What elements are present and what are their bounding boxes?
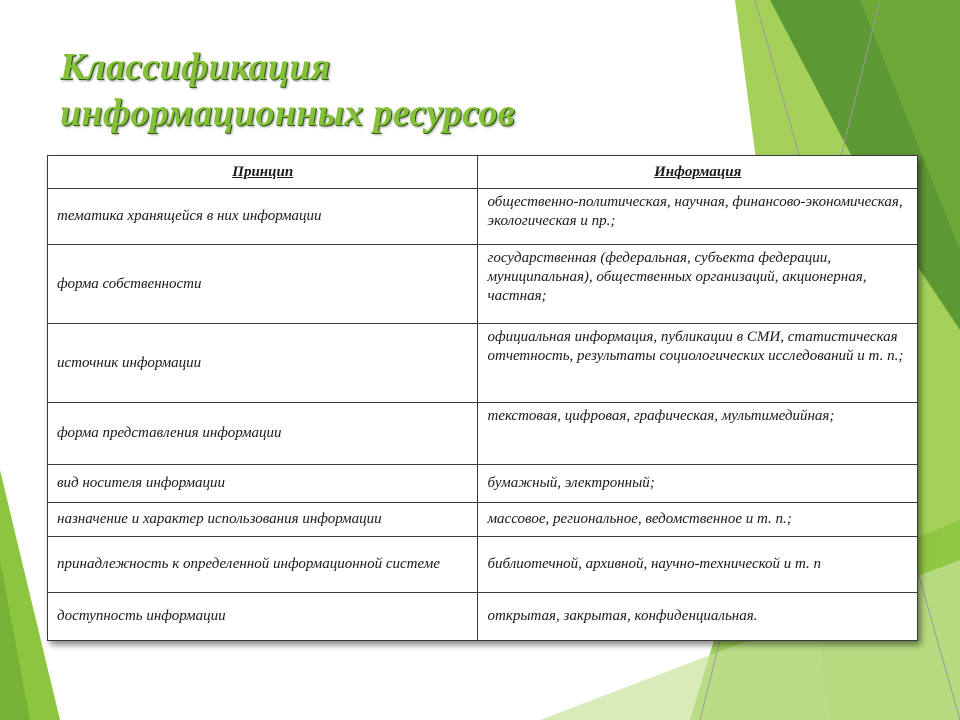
cell-info: открытая, закрытая, конфиденциальная. [478, 593, 918, 641]
table-row [48, 537, 918, 593]
cell-info: общественно-политическая, научная, финансово-экономическая, экологическая и пр.; [478, 189, 918, 245]
table-row [48, 403, 918, 465]
cell-info: массовое, региональное, ведомственное и т. п.; [478, 503, 918, 537]
cell-info: бумажный, электронный; [478, 465, 918, 503]
cell-info: библиотечной, архивной, научно-технической и т. п [478, 537, 918, 593]
cell-info: текстовая, цифровая, графическая, мультимедийная; [478, 403, 918, 465]
table-row [48, 593, 918, 641]
cell-principle: форма представления информации [48, 403, 478, 465]
cell-info: государственная (федеральная, субъекта федерации, муниципальная), общественных организаций, акционерная, частная; [478, 245, 918, 324]
cell-principle: доступность информации [48, 593, 478, 641]
title-line-2: информационных ресурсов [60, 92, 516, 134]
title-line-1: Классификация [60, 46, 331, 88]
cell-info: официальная информация, публикации в СМИ, статистическая отчетность, результаты социологических исследований и т. п.; [478, 324, 918, 403]
header-principle: Принцип [48, 156, 478, 189]
slide-title [60, 44, 700, 136]
cell-principle: источник информации [48, 324, 478, 403]
cell-principle: форма собственности [48, 245, 478, 324]
table-row [48, 189, 918, 245]
classification-table [47, 155, 918, 641]
table-row [48, 503, 918, 537]
cell-principle: принадлежность к определенной информационной системе [48, 537, 478, 593]
table-header-row [48, 156, 918, 189]
cell-principle: вид носителя информации [48, 465, 478, 503]
cell-principle: назначение и характер использования информации [48, 503, 478, 537]
cell-principle: тематика хранящейся в них информации [48, 189, 478, 245]
table-row [48, 245, 918, 324]
header-information: Информация [478, 156, 918, 189]
table-row [48, 465, 918, 503]
table-row [48, 324, 918, 403]
